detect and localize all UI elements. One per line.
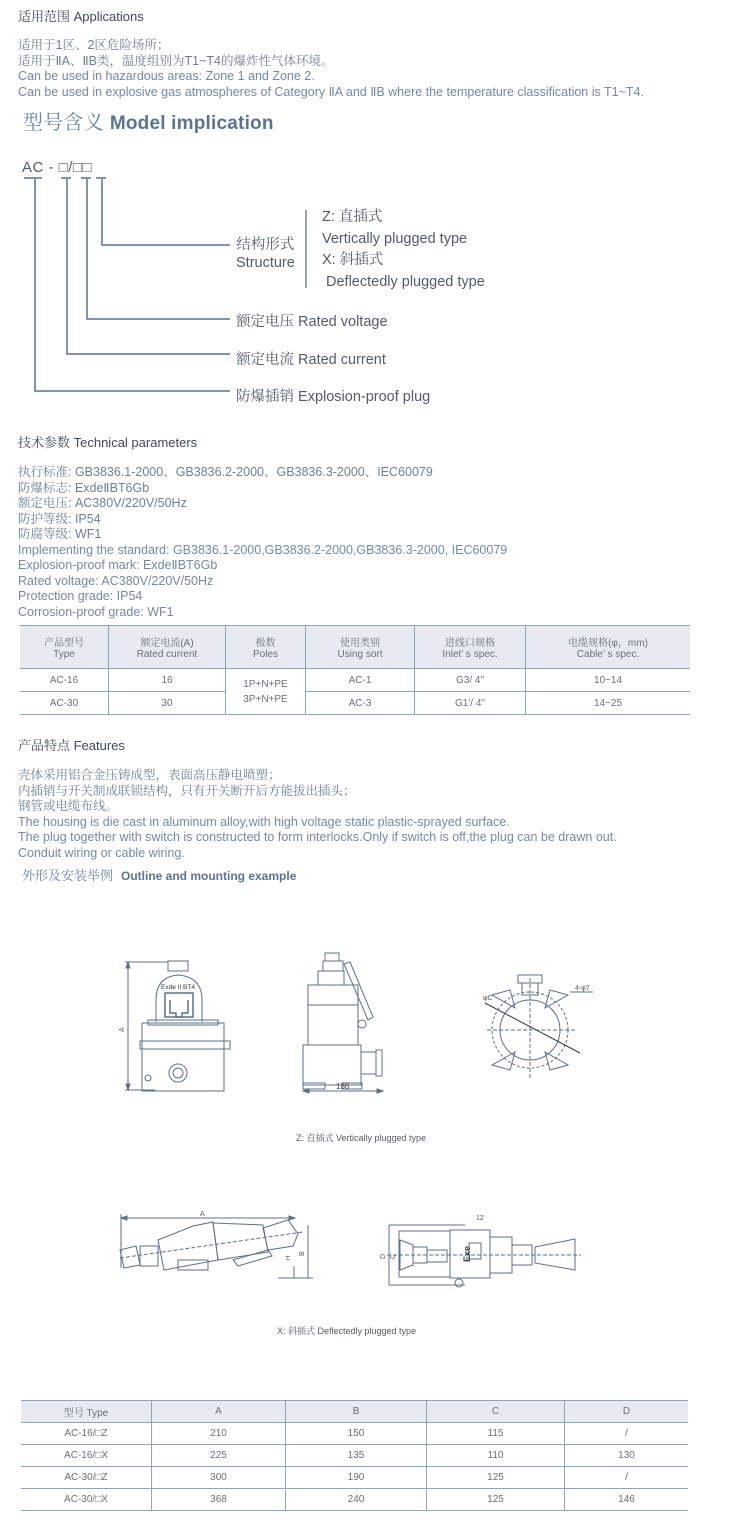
code-underline	[61, 177, 71, 179]
cell-type: AC-30/□Z	[21, 1467, 152, 1489]
deflected-plug-side-drawing	[118, 1210, 308, 1285]
code-underline	[96, 177, 106, 179]
structure-option: Z: 直插式	[322, 209, 383, 225]
feature-line: 钢管或电缆布线。	[18, 799, 119, 813]
spec-header-inlet: 进线口规格 Inlet’ s spec.	[415, 626, 526, 669]
vertical-plug-side-drawing	[300, 950, 410, 1095]
table-row	[21, 1467, 688, 1489]
table-row	[21, 1423, 688, 1445]
vertical-plug-front-drawing	[120, 955, 230, 1095]
cell-a: 225	[152, 1445, 286, 1467]
leader-line-plug-h	[34, 390, 230, 392]
cell-current: 16	[109, 669, 226, 692]
cell-type: AC-16/□Z	[21, 1423, 152, 1445]
cell-type: AC-16	[20, 669, 109, 692]
structure-options	[322, 207, 485, 293]
cell-using: AC-3	[306, 692, 415, 715]
dimension-table-header-row	[21, 1401, 688, 1423]
dim-header-b: B	[286, 1401, 427, 1423]
cell-b: 135	[286, 1445, 427, 1467]
code-underline	[81, 177, 91, 179]
applications-line: 适用于1区、2区危险场所；	[18, 38, 170, 52]
vertical-plug-caption: Z: 直插式 Vertically plugged type	[296, 1133, 427, 1143]
feature-line: Conduit wiring or cable wiring.	[18, 845, 185, 860]
cell-a: 368	[152, 1489, 286, 1511]
tech-line: Explosion-proof mark: ExdeⅡBT6Gb	[18, 558, 218, 572]
leader-line-current	[66, 178, 68, 354]
leader-line-voltage-h	[86, 318, 230, 320]
structure-label-cn: 结构形式	[236, 237, 295, 253]
features-text	[18, 768, 617, 861]
leader-line-voltage	[86, 178, 88, 319]
rated-current-label: 额定电流 Rated current	[236, 352, 386, 368]
cell-poles: 1P+N+PE 3P+N+PE	[226, 669, 306, 715]
applications-heading: 适用范围 Applications	[18, 9, 144, 24]
applications-line: 适用于ⅡA、ⅡB类，温度组别为T1~T4的爆炸性气体环境。	[18, 53, 334, 68]
cell-a: 210	[152, 1423, 286, 1445]
spec-header-using: 使用类别 Using sort	[306, 626, 415, 669]
code-underline	[24, 177, 42, 179]
cell-c: 125	[427, 1467, 565, 1489]
svg-text:B: B	[299, 1251, 306, 1256]
structure-option: Vertically plugged type	[322, 230, 468, 247]
svg-text:Exde II BT4: Exde II BT4	[161, 984, 195, 991]
vertical-plug-top-drawing	[475, 970, 625, 1080]
cell-b: 190	[286, 1467, 427, 1489]
structure-option: X: 斜插式	[322, 252, 384, 268]
leader-line-structure-h	[101, 244, 230, 246]
cell-type: AC-16/□X	[21, 1445, 152, 1467]
applications-line: Can be used in explosive gas atmospheres of Category ⅡA and ⅡB where the temperature classification is T1~T4.	[18, 84, 644, 99]
model-implication-title	[23, 106, 274, 135]
spec-header-poles: 极数 Poles	[226, 626, 306, 669]
model-implication-title-en: Model implication	[109, 113, 274, 134]
svg-text:A: A	[200, 1211, 205, 1218]
cell-type: AC-30	[20, 692, 109, 715]
svg-text:12: 12	[476, 1215, 484, 1222]
svg-text:Exe: Exe	[462, 1245, 472, 1262]
model-code: AC - □/□□	[22, 159, 93, 176]
spec-table-header-row	[20, 626, 690, 669]
spec-header-current: 额定电流(A) Rated current	[109, 626, 226, 669]
outline-title-en: Outline and mounting example	[121, 869, 297, 883]
leader-line-current-h	[66, 353, 230, 355]
structure-option: Deflectedly plugged type	[326, 273, 485, 290]
applications-line: Can be used in hazardous areas: Zone 1 and Zone 2.	[18, 69, 315, 83]
cell-c: 115	[427, 1423, 565, 1445]
deflected-plug-top-drawing	[380, 1215, 585, 1290]
cell-b: 240	[286, 1489, 427, 1511]
rated-voltage-label: 额定电压 Rated voltage	[236, 314, 388, 330]
feature-line: 壳体采用铝合金压铸成型，表面高压静电喷塑；	[18, 768, 281, 782]
cell-d: 130	[565, 1445, 689, 1467]
svg-text:φC: φC	[483, 995, 493, 1002]
feature-line: The plug together with switch is constructed to form interlocks.Only if switch is off,the plug can be drawn out.	[18, 830, 617, 844]
cell-d: /	[565, 1423, 689, 1445]
table-row	[21, 1445, 688, 1467]
explosion-proof-plug-label: 防爆插销 Explosion-proof plug	[236, 389, 431, 405]
tech-line: 执行标准: GB3836.1-2000、GB3836.2-2000、GB3836.3-2000、IEC60079	[18, 465, 433, 479]
dim-header-d: D	[565, 1401, 689, 1423]
cell-inlet: G1'/ 4"	[415, 692, 526, 715]
applications-text	[18, 38, 644, 100]
cell-a: 300	[152, 1467, 286, 1489]
outline-title	[22, 865, 296, 884]
tech-line: 防护等级: IP54	[18, 511, 101, 526]
cell-type: AC-30/□X	[21, 1489, 152, 1511]
cell-using: AC-1	[306, 669, 415, 692]
cell-cable: 14~25	[526, 692, 691, 715]
tech-line: 额定电压: AC380V/220V/50Hz	[18, 496, 187, 510]
spec-table	[20, 625, 690, 715]
leader-line-structure	[101, 178, 103, 245]
model-implication-title-cn: 型号含义	[23, 112, 104, 134]
spec-header-cable: 电缆规格(φ，mm) Cable’ s spec.	[526, 626, 691, 669]
feature-line: 内插销与开关制成联锁结构，只有开关断开后方能拔出插头；	[18, 783, 356, 798]
svg-text:4-φ7: 4-φ7	[575, 985, 590, 992]
table-row	[20, 692, 690, 715]
table-row	[21, 1489, 688, 1511]
tech-line: 防腐等级: WF1	[18, 527, 102, 541]
tech-line: 防爆标志: ExdeⅡBT6Gb	[18, 480, 150, 495]
svg-text:A: A	[119, 1027, 126, 1032]
leader-line-plug	[34, 178, 36, 391]
outline-title-cn: 外形及安装举例	[22, 868, 114, 883]
tech-line: Protection grade: IP54	[18, 589, 143, 603]
cell-c: 110	[427, 1445, 565, 1467]
cell-cable: 10~14	[526, 669, 691, 692]
svg-text:H: H	[286, 1255, 292, 1260]
dim-header-type: 型号 Type	[21, 1401, 152, 1423]
svg-text:136: 136	[336, 1082, 350, 1091]
dim-header-a: A	[152, 1401, 286, 1423]
structure-label	[236, 236, 295, 272]
spec-header-type: 产品型号 Type	[20, 626, 109, 669]
structure-label-en: Structure	[236, 255, 295, 271]
svg-text:C: C	[390, 1253, 397, 1259]
svg-text:D: D	[380, 1253, 387, 1259]
tech-line: Implementing the standard: GB3836.1-2000,GB3836.2-2000,GB3836.3-2000, IEC60079	[18, 542, 508, 557]
table-row	[20, 669, 690, 692]
technical-parameters-text	[18, 465, 507, 620]
cell-d: /	[565, 1467, 689, 1489]
tech-line: Corrosion-proof grade: WF1	[18, 604, 174, 619]
dimension-table	[21, 1400, 688, 1511]
tech-line: Rated voltage: AC380V/220V/50Hz	[18, 573, 214, 588]
structure-bracket	[305, 210, 307, 288]
technical-parameters-heading: 技术参数 Technical parameters	[18, 435, 198, 450]
features-heading: 产品特点 Features	[18, 738, 125, 753]
cell-c: 125	[427, 1489, 565, 1511]
dim-header-c: C	[427, 1401, 565, 1423]
deflected-plug-caption: X: 斜插式 Deflectedly plugged type	[277, 1326, 417, 1336]
feature-line: The housing is die cast in aluminum alloy,with high voltage static plastic-sprayed surface.	[18, 814, 510, 829]
cell-d: 146	[565, 1489, 689, 1511]
cell-b: 150	[286, 1423, 427, 1445]
cell-inlet: G3/ 4"	[415, 669, 526, 692]
cell-current: 30	[109, 692, 226, 715]
